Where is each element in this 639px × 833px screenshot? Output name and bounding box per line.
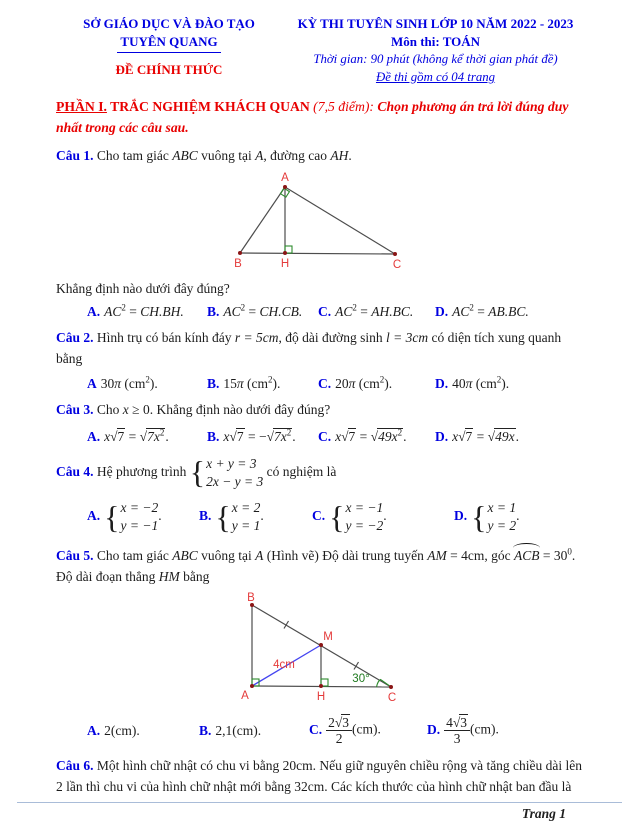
- vertex-dot-c: [393, 252, 397, 256]
- section-heading: [56, 97, 589, 138]
- midpoint-dot-m: [319, 643, 323, 647]
- equation-1: x = −1: [345, 500, 384, 516]
- exponent: 2: [268, 374, 273, 385]
- answer-option-d: [435, 304, 589, 320]
- math: .: [515, 428, 519, 444]
- math: 40: [452, 376, 466, 392]
- section-points: (7,5 điểm):: [313, 99, 378, 115]
- exponent: 2: [352, 302, 357, 313]
- question-4-text: Hệ phương trình: [93, 463, 190, 479]
- math-var: x: [335, 428, 342, 444]
- vertex-dot-b: [238, 251, 242, 255]
- question-5-options: [87, 715, 589, 746]
- question-6-label: Câu 6.: [56, 758, 94, 774]
- figure-q5-right-triangle: [200, 592, 490, 708]
- math: CH.CB.: [259, 304, 303, 320]
- angle-widehat: ACB: [514, 546, 540, 567]
- question-2-text: có diện tích xung quanh bằng: [56, 330, 562, 366]
- brace: {: [471, 498, 487, 535]
- vertex-dot-a: [283, 185, 287, 189]
- question-5-text: bằng: [179, 568, 210, 584]
- math: =: [473, 304, 489, 320]
- math: .: [403, 428, 407, 444]
- math: AC: [223, 304, 241, 320]
- option-letter: A.: [87, 304, 101, 320]
- answer-option-c: [309, 715, 427, 746]
- radicand: 7: [236, 428, 244, 444]
- radicand: [273, 428, 292, 444]
- math-var: x: [452, 428, 459, 444]
- option-letter: B.: [207, 428, 220, 444]
- option-letter: A.: [87, 428, 101, 444]
- math-var: x: [122, 402, 129, 418]
- question-2: [56, 328, 589, 369]
- pi-symbol: π: [236, 376, 244, 392]
- math: =: [473, 428, 488, 444]
- math-var: ABC: [172, 148, 198, 164]
- section-instruction: Chọn phương án trả lời đúng duy nhất trong các câu sau.: [56, 99, 569, 135]
- math: AB.BC.: [488, 304, 529, 320]
- median-length-label: 4cm: [273, 659, 295, 672]
- radicand: [377, 428, 403, 444]
- fraction: [326, 715, 352, 746]
- math: 15: [223, 376, 237, 392]
- fraction: [444, 715, 470, 746]
- math: = 30: [539, 548, 568, 564]
- equation-system: [329, 499, 383, 535]
- header-right: [282, 15, 589, 86]
- question-1-text: , đường cao: [263, 148, 331, 164]
- math: CH.BH.: [140, 304, 184, 320]
- question-1-label: Câu 1.: [56, 148, 94, 164]
- sqrt-sign: √: [487, 428, 496, 444]
- math: .: [260, 508, 264, 524]
- math: 2: [328, 715, 335, 731]
- unit: ).: [384, 376, 393, 392]
- exponent: 0: [567, 546, 572, 557]
- math-var: A: [255, 148, 264, 164]
- answer-option-c: [312, 499, 454, 535]
- option-letter: B.: [199, 508, 212, 524]
- equation-2: 2x − y = 3: [206, 473, 264, 489]
- answer-option-b: [207, 304, 318, 320]
- question-6-text: Một hình chữ nhật có chu vi bằng 20cm. Nếu giữ nguyên chiều rộng và tăng chiều dài lên 2 lần thì chu vi của hình chữ nhật mới bằng 32cm. Các kích thước của hình chữ nhật ban đầu là: [56, 758, 583, 794]
- question-4: [56, 455, 589, 491]
- pi-symbol: π: [348, 376, 356, 392]
- radicand: 7: [348, 428, 356, 444]
- math: .: [516, 508, 520, 524]
- radical: [341, 429, 356, 444]
- unit: (cm: [472, 376, 497, 392]
- province-line: TUYÊN QUANG: [56, 33, 282, 53]
- option-letter: A: [87, 376, 97, 392]
- answer-option-d: [454, 499, 589, 535]
- exponent: 2: [379, 374, 385, 385]
- math: .: [158, 508, 162, 524]
- math-var: r: [234, 330, 241, 346]
- section-title: TRẮC NGHIỆM KHÁCH QUAN: [106, 99, 314, 115]
- radical: [453, 715, 468, 730]
- answer-option-c: [318, 304, 435, 320]
- duration-line: Thời gian: 90 phút (không kể thời gian phát đề): [313, 51, 558, 66]
- exam-title: KỲ THI TUYÊN SINH LỚP 10 NĂM 2022 - 2023: [297, 16, 574, 31]
- equation-2: y = 2: [487, 518, 517, 534]
- radicand: 7: [117, 428, 125, 444]
- math: 2,1(cm).: [215, 722, 262, 738]
- math-var: 7x: [273, 428, 287, 444]
- math: =: [245, 304, 260, 320]
- equation-2: y = −2: [345, 518, 384, 534]
- exponent: 2: [159, 427, 165, 438]
- radicand: 3: [460, 715, 468, 731]
- equation-1: x = 2: [231, 500, 261, 516]
- sqrt-sign: √: [266, 428, 274, 444]
- exponent: 2: [240, 302, 246, 313]
- math: =: [356, 428, 371, 444]
- equation-1: x = 1: [487, 500, 517, 516]
- radical: [139, 427, 169, 444]
- question-2-text: Hình trụ có bán kính đáy: [93, 330, 235, 346]
- document-header: [56, 15, 589, 86]
- question-4-label: Câu 4.: [56, 463, 94, 479]
- equation-system: [104, 499, 158, 535]
- question-2-label: Câu 2.: [56, 330, 94, 346]
- math-var: 49x: [378, 428, 398, 444]
- answer-option-d: [435, 429, 589, 445]
- unit: ).: [272, 376, 281, 392]
- math: =: [125, 428, 140, 444]
- equation-system: [215, 499, 260, 535]
- unit: (cm).: [470, 721, 499, 737]
- question-1-prompt: Khẳng định nào dưới đây đúng?: [56, 280, 230, 296]
- equation-1: x = −2: [120, 500, 159, 516]
- vertex-label-c: C: [387, 692, 397, 705]
- option-letter: A.: [87, 722, 101, 738]
- option-letter: B.: [199, 722, 212, 738]
- official-exam-label: ĐỀ CHÍNH THỨC: [115, 61, 223, 77]
- question-2-options: [87, 376, 589, 392]
- section-part: PHẦN I.: [56, 99, 107, 115]
- math-var: 7x: [147, 428, 160, 444]
- math-var: A: [255, 548, 264, 564]
- radicand: 7: [465, 428, 473, 444]
- option-letter: D.: [435, 304, 449, 320]
- option-letter: D.: [435, 376, 449, 392]
- answer-option-d: [435, 376, 589, 392]
- subject-line: Môn thi: TOÁN: [390, 33, 481, 49]
- sqrt-sign: √: [334, 715, 343, 731]
- foot-dot-h: [319, 684, 323, 688]
- unit: (cm: [243, 376, 269, 392]
- option-letter: C.: [312, 508, 326, 524]
- radicand: 3: [342, 715, 350, 731]
- math: AC: [104, 304, 122, 320]
- option-letter: D.: [435, 428, 449, 444]
- foot-dot-h: [283, 251, 287, 255]
- sqrt-sign: √: [110, 428, 118, 444]
- answer-option-a: [87, 376, 207, 392]
- angle-arc-c: [377, 680, 390, 688]
- sqrt-sign: √: [229, 428, 237, 444]
- option-letter: C.: [318, 376, 332, 392]
- option-letter: D.: [427, 721, 441, 737]
- vertex-label-b: B: [247, 592, 255, 605]
- exponent: 2: [469, 302, 474, 313]
- unit: ).: [149, 376, 158, 392]
- question-4-text: có nghiệm là: [263, 463, 337, 479]
- page-count-line: Đề thi gồm có 04 trang: [375, 69, 496, 84]
- equation-1: x + y = 3: [206, 455, 257, 471]
- midpoint-label-m: M: [323, 631, 333, 644]
- radicand: [146, 428, 165, 444]
- math-var: l: [385, 330, 390, 346]
- vertex-dot-a: [250, 684, 254, 688]
- option-letter: B.: [207, 304, 220, 320]
- numerator: [444, 715, 470, 731]
- answer-option-a: [87, 723, 199, 739]
- radical: [110, 429, 125, 444]
- foot-label-h: H: [316, 691, 326, 704]
- figure-q1-right-triangle: [178, 170, 478, 274]
- radical: [266, 427, 296, 444]
- question-2-text: , độ dài đường sinh: [278, 330, 386, 346]
- radicand: [494, 428, 516, 444]
- math: AC: [335, 304, 353, 320]
- equation-2: y = 1: [231, 518, 261, 534]
- question-3-text: Cho: [93, 402, 123, 418]
- answer-option-b: [207, 376, 318, 392]
- answer-option-b: [199, 723, 309, 739]
- equation-system: [471, 499, 516, 535]
- math: =: [125, 304, 141, 320]
- radical: [371, 429, 403, 444]
- sqrt-sign: √: [452, 715, 461, 731]
- unit: (cm: [121, 376, 146, 392]
- question-5-label: Câu 5.: [56, 548, 94, 564]
- sqrt-sign: √: [139, 428, 148, 444]
- math: .: [383, 508, 387, 524]
- edge-ac: [285, 187, 395, 254]
- question-3-label: Câu 3.: [56, 402, 94, 418]
- question-4-options: [87, 499, 589, 535]
- radical: [229, 429, 244, 444]
- math-var: AM: [427, 548, 447, 564]
- equations: [120, 499, 158, 535]
- math-var: HM: [158, 568, 180, 584]
- answer-option-c: [318, 376, 435, 392]
- option-letter: C.: [318, 428, 332, 444]
- math: = 3cm: [389, 330, 429, 346]
- question-3: [56, 400, 589, 421]
- answer-option-b: [199, 499, 312, 535]
- question-1-options: [87, 304, 589, 320]
- unit: (cm).: [352, 721, 381, 737]
- footer-divider: [17, 802, 622, 803]
- math-var: x: [104, 428, 111, 444]
- equation-system: [190, 455, 264, 491]
- math-var: ABC: [172, 548, 198, 564]
- sqrt-sign: √: [370, 428, 379, 444]
- exponent: 2: [286, 427, 292, 438]
- question-5-text: Cho tam giác: [93, 548, 173, 564]
- unit: ).: [501, 376, 510, 392]
- department-line: SỞ GIÁO DỤC VÀ ĐÀO TẠO: [83, 16, 255, 31]
- question-1-text: Cho tam giác: [93, 148, 173, 164]
- question-6: [56, 756, 589, 797]
- sqrt-sign: √: [341, 428, 349, 444]
- vertex-label-b: B: [234, 257, 242, 270]
- math: 2(cm).: [104, 722, 140, 738]
- option-letter: C.: [309, 721, 323, 737]
- denominator: 3: [453, 731, 461, 747]
- vertex-dot-c: [389, 685, 393, 689]
- edge-ab: [240, 187, 285, 253]
- question-3-text: Khẳng định nào dưới đây đúng?: [153, 402, 331, 418]
- angle-label-30deg: 30°: [352, 673, 370, 686]
- math: AH.BC.: [371, 304, 414, 320]
- denominator: 2: [335, 731, 343, 747]
- equations: [487, 499, 516, 535]
- equations: [231, 499, 264, 535]
- answer-option-c: [318, 429, 435, 445]
- unit: (cm: [355, 376, 380, 392]
- exponent: 2: [496, 374, 502, 385]
- question-3-options: [87, 429, 589, 445]
- math: 4: [446, 715, 453, 731]
- edge-bc: [240, 253, 395, 254]
- brace: {: [189, 454, 206, 491]
- radical: [458, 429, 473, 444]
- answer-option-b: [207, 429, 318, 445]
- math: = 5cm: [240, 330, 279, 346]
- question-5-text: vuông tại: [197, 548, 256, 564]
- equations: [345, 499, 383, 535]
- math-var: AH: [330, 148, 349, 164]
- option-letter: D.: [454, 508, 468, 524]
- math: =: [356, 304, 372, 320]
- math: .: [165, 428, 169, 444]
- header-left: [56, 15, 282, 86]
- answer-option-a: [87, 429, 207, 445]
- answer-option-d: [427, 715, 589, 746]
- exponent: 2: [121, 302, 126, 313]
- option-letter: C.: [318, 304, 332, 320]
- math-var: x: [223, 428, 230, 444]
- math: AC: [452, 304, 470, 320]
- brace: {: [329, 498, 345, 535]
- brace: {: [215, 498, 231, 535]
- question-5-text: . Độ dài đoạn thẳng: [56, 548, 576, 584]
- exponent: 2: [397, 427, 403, 438]
- math: =: [244, 428, 259, 444]
- answer-option-a: [87, 304, 207, 320]
- question-1-text: .: [348, 148, 352, 164]
- vertex-label-a: A: [281, 171, 289, 184]
- question-5-text: = 4cm, góc: [446, 548, 514, 564]
- radical: [335, 715, 350, 730]
- option-letter: A.: [87, 508, 101, 524]
- sign: −: [258, 428, 267, 444]
- equation-2: y = −1: [120, 518, 159, 534]
- numerator: [326, 715, 352, 731]
- math: 20: [335, 376, 349, 392]
- radical: [488, 429, 516, 444]
- math-var: 49x: [495, 428, 515, 444]
- question-5-text: (Hình vẽ) Độ dài trung tuyến: [263, 548, 428, 564]
- page-number: Trang 1: [521, 806, 566, 821]
- answer-option-a: [87, 499, 199, 535]
- brace: {: [104, 498, 120, 535]
- equations: [206, 455, 263, 491]
- question-1-text: vuông tại: [197, 148, 256, 164]
- math: ≥ 0.: [128, 402, 154, 418]
- vertex-label-c: C: [392, 258, 402, 271]
- pi-symbol: π: [465, 376, 473, 392]
- option-letter: B.: [207, 376, 220, 392]
- math: .: [292, 428, 296, 444]
- math: 30: [100, 376, 115, 392]
- exponent: 2: [145, 374, 150, 385]
- sqrt-sign: √: [458, 428, 466, 444]
- vertex-label-a: A: [241, 690, 249, 703]
- pi-symbol: π: [114, 376, 122, 392]
- question-5: [56, 546, 589, 587]
- question-1: [56, 146, 589, 167]
- foot-label-h: H: [280, 257, 290, 270]
